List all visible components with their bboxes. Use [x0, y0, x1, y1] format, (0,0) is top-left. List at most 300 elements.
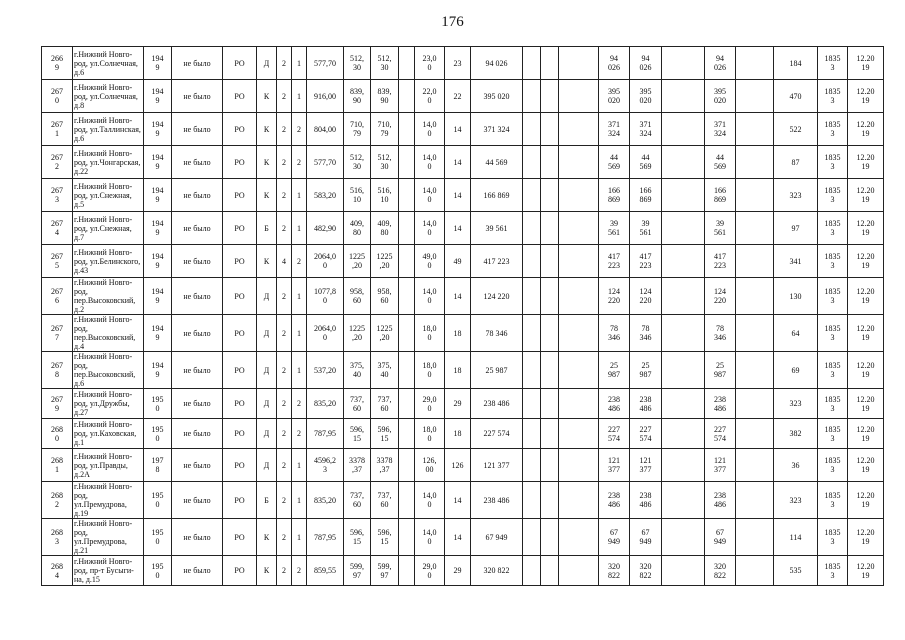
cell-s8 — [736, 146, 774, 179]
cell-fl: 2 — [277, 47, 292, 80]
cell-s8 — [736, 482, 774, 519]
cell-mat: К — [257, 146, 277, 179]
cell-year: 195 0 — [144, 519, 172, 556]
cell-s4: 166 869 — [599, 179, 630, 212]
cell-addr: г.Нижний Новго-род, ул.Премудрова, д.19 — [73, 482, 144, 519]
cell-s1 — [523, 245, 541, 278]
cell-fl: 2 — [277, 556, 292, 586]
cell-s6 — [662, 556, 705, 586]
cell-ent: 1 — [292, 482, 307, 519]
cell-s4: 371 324 — [599, 113, 630, 146]
cell-p: 18 — [445, 352, 471, 389]
cell-a1: 596, 15 — [344, 419, 371, 449]
cell-ent: 2 — [292, 113, 307, 146]
cell-s8 — [736, 212, 774, 245]
cell-e1 — [399, 47, 415, 80]
cell-cost: 323 — [774, 482, 818, 519]
cell-s5: 238 486 — [630, 389, 662, 419]
cell-a1: 409, 80 — [344, 212, 371, 245]
cell-addr: г.Нижний Новго-род, ул.Белинского, д.43 — [73, 245, 144, 278]
cell-num: 267 6 — [42, 278, 73, 315]
cell-s2 — [541, 278, 559, 315]
cell-a1: 958, 60 — [344, 278, 371, 315]
cell-cost: 535 — [774, 556, 818, 586]
cell-s7: 227 574 — [705, 419, 736, 449]
cell-addr: г.Нижний Новго-род, ул.Правды, д.2А — [73, 449, 144, 482]
cell-s2 — [541, 146, 559, 179]
cell-s7: 25 987 — [705, 352, 736, 389]
cell-fl: 2 — [277, 113, 292, 146]
cell-total: 417 223 — [471, 245, 523, 278]
cell-a2: 839, 90 — [371, 80, 399, 113]
cell-p: 14 — [445, 146, 471, 179]
cell-num: 267 5 — [42, 245, 73, 278]
cell-year: 194 9 — [144, 47, 172, 80]
cell-s7: 44 569 — [705, 146, 736, 179]
cell-org: РО — [223, 113, 257, 146]
cell-org: РО — [223, 179, 257, 212]
table-row — [42, 146, 884, 179]
cell-s4: 238 486 — [599, 389, 630, 419]
cell-num: 267 4 — [42, 212, 73, 245]
cell-date: 12.20 19 — [848, 315, 884, 352]
cell-s1 — [523, 519, 541, 556]
cell-date: 12.20 19 — [848, 482, 884, 519]
cell-a2: 737, 60 — [371, 482, 399, 519]
cell-cost: 184 — [774, 47, 818, 80]
cell-a2: 710, 79 — [371, 113, 399, 146]
cell-s6 — [662, 113, 705, 146]
cell-code: 1835 3 — [818, 315, 848, 352]
cell-date: 12.20 19 — [848, 519, 884, 556]
cell-ent: 1 — [292, 80, 307, 113]
cell-e1 — [399, 482, 415, 519]
cell-s4: 44 569 — [599, 146, 630, 179]
cell-org: РО — [223, 482, 257, 519]
cell-a1: 710, 79 — [344, 113, 371, 146]
cell-s1 — [523, 315, 541, 352]
cell-area: 835,20 — [307, 389, 344, 419]
cell-total: 44 569 — [471, 146, 523, 179]
cell-year: 195 0 — [144, 419, 172, 449]
cell-s6 — [662, 419, 705, 449]
cell-total: 121 377 — [471, 449, 523, 482]
cell-a1: 1225 ,20 — [344, 245, 371, 278]
cell-s7: 39 561 — [705, 212, 736, 245]
cell-d: 14,0 0 — [415, 146, 445, 179]
cell-s5: 94 026 — [630, 47, 662, 80]
cell-year: 194 9 — [144, 146, 172, 179]
cell-s5: 395 020 — [630, 80, 662, 113]
table-row — [42, 315, 884, 352]
cell-mat: К — [257, 245, 277, 278]
cell-d: 18,0 0 — [415, 419, 445, 449]
cell-total: 124 220 — [471, 278, 523, 315]
cell-s8 — [736, 179, 774, 212]
cell-a1: 3378 ,37 — [344, 449, 371, 482]
table-row — [42, 278, 884, 315]
cell-s1 — [523, 47, 541, 80]
cell-a2: 409, 80 — [371, 212, 399, 245]
cell-s5: 227 574 — [630, 419, 662, 449]
cell-year: 194 9 — [144, 278, 172, 315]
cell-s8 — [736, 556, 774, 586]
cell-year: 195 0 — [144, 482, 172, 519]
cell-num: 268 0 — [42, 419, 73, 449]
cell-area: 583,20 — [307, 179, 344, 212]
cell-num: 268 1 — [42, 449, 73, 482]
cell-cost: 87 — [774, 146, 818, 179]
cell-fl: 2 — [277, 519, 292, 556]
cell-total: 78 346 — [471, 315, 523, 352]
cell-num: 267 0 — [42, 80, 73, 113]
cell-p: 126 — [445, 449, 471, 482]
cell-s1 — [523, 482, 541, 519]
cell-area: 4596,2 3 — [307, 449, 344, 482]
cell-code: 1835 3 — [818, 419, 848, 449]
cell-cost: 323 — [774, 179, 818, 212]
cell-s1 — [523, 556, 541, 586]
cell-s5: 124 220 — [630, 278, 662, 315]
cell-s1 — [523, 278, 541, 315]
cell-s6 — [662, 179, 705, 212]
cell-fl: 2 — [277, 212, 292, 245]
cell-cost: 114 — [774, 519, 818, 556]
cell-org: РО — [223, 47, 257, 80]
cell-org: РО — [223, 449, 257, 482]
cell-addr: г.Нижний Новго-род, ул.Снежная, д.7 — [73, 212, 144, 245]
cell-area: 2064,0 0 — [307, 315, 344, 352]
cell-s7: 166 869 — [705, 179, 736, 212]
cell-code: 1835 3 — [818, 80, 848, 113]
cell-s4: 417 223 — [599, 245, 630, 278]
cell-d: 14,0 0 — [415, 482, 445, 519]
cell-code: 1835 3 — [818, 212, 848, 245]
cell-e1 — [399, 519, 415, 556]
cell-ent: 2 — [292, 245, 307, 278]
cell-s1 — [523, 146, 541, 179]
cell-year: 194 9 — [144, 352, 172, 389]
cell-d: 14,0 0 — [415, 113, 445, 146]
cell-s4: 320 822 — [599, 556, 630, 586]
table-row — [42, 212, 884, 245]
cell-year: 197 8 — [144, 449, 172, 482]
cell-fl: 2 — [277, 419, 292, 449]
cell-addr: г.Нижний Новго-род, пр-т Бусыги-на, д.15 — [73, 556, 144, 586]
cell-e1 — [399, 146, 415, 179]
cell-s2 — [541, 113, 559, 146]
page-number: 176 — [441, 14, 464, 30]
cell-mat: К — [257, 113, 277, 146]
cell-cap: не было — [172, 179, 223, 212]
cell-s3 — [559, 113, 599, 146]
cell-addr: г.Нижний Новго-род, ул.Дружбы, д.27 — [73, 389, 144, 419]
cell-s1 — [523, 179, 541, 212]
cell-cap: не было — [172, 113, 223, 146]
cell-s6 — [662, 352, 705, 389]
cell-num: 268 4 — [42, 556, 73, 586]
cell-a1: 375, 40 — [344, 352, 371, 389]
cell-d: 14,0 0 — [415, 212, 445, 245]
cell-mat: К — [257, 179, 277, 212]
cell-s8 — [736, 519, 774, 556]
cell-p: 14 — [445, 482, 471, 519]
table-row — [42, 449, 884, 482]
cell-org: РО — [223, 245, 257, 278]
cell-addr: г.Нижний Новго-род, ул.Чонгарская, д.22 — [73, 146, 144, 179]
cell-s3 — [559, 352, 599, 389]
cell-d: 126, 00 — [415, 449, 445, 482]
cell-area: 835,20 — [307, 482, 344, 519]
cell-code: 1835 3 — [818, 278, 848, 315]
cell-a2: 958, 60 — [371, 278, 399, 315]
cell-s1 — [523, 449, 541, 482]
cell-s8 — [736, 419, 774, 449]
cell-d: 49,0 0 — [415, 245, 445, 278]
cell-e1 — [399, 389, 415, 419]
cell-s3 — [559, 47, 599, 80]
cell-addr: г.Нижний Новго-род, пер.Высоковский, д.2 — [73, 278, 144, 315]
cell-fl: 2 — [277, 482, 292, 519]
cell-s2 — [541, 80, 559, 113]
cell-area: 2064,0 0 — [307, 245, 344, 278]
cell-cost: 36 — [774, 449, 818, 482]
cell-ent: 2 — [292, 556, 307, 586]
cell-e1 — [399, 556, 415, 586]
cell-num: 267 3 — [42, 179, 73, 212]
cell-cost: 470 — [774, 80, 818, 113]
table-row — [42, 113, 884, 146]
cell-area: 577,70 — [307, 146, 344, 179]
cell-ent: 1 — [292, 212, 307, 245]
cell-num: 267 7 — [42, 315, 73, 352]
cell-a2: 737, 60 — [371, 389, 399, 419]
cell-date: 12.20 19 — [848, 146, 884, 179]
cell-s6 — [662, 278, 705, 315]
cell-date: 12.20 19 — [848, 245, 884, 278]
cell-a2: 375, 40 — [371, 352, 399, 389]
cell-a2: 3378 ,37 — [371, 449, 399, 482]
cell-s3 — [559, 389, 599, 419]
cell-cap: не было — [172, 212, 223, 245]
cell-area: 577,70 — [307, 47, 344, 80]
cell-ent: 1 — [292, 278, 307, 315]
cell-date: 12.20 19 — [848, 352, 884, 389]
cell-a1: 512, 30 — [344, 146, 371, 179]
cell-p: 29 — [445, 556, 471, 586]
cell-date: 12.20 19 — [848, 449, 884, 482]
cell-s6 — [662, 449, 705, 482]
cell-a1: 1225 ,20 — [344, 315, 371, 352]
cell-code: 1835 3 — [818, 47, 848, 80]
cell-s4: 25 987 — [599, 352, 630, 389]
cell-ent: 2 — [292, 419, 307, 449]
cell-date: 12.20 19 — [848, 212, 884, 245]
cell-s7: 94 026 — [705, 47, 736, 80]
cell-org: РО — [223, 419, 257, 449]
cell-d: 18,0 0 — [415, 352, 445, 389]
cell-code: 1835 3 — [818, 352, 848, 389]
cell-p: 18 — [445, 419, 471, 449]
cell-s7: 417 223 — [705, 245, 736, 278]
cell-s6 — [662, 519, 705, 556]
cell-fl: 2 — [277, 278, 292, 315]
cell-org: РО — [223, 80, 257, 113]
cell-code: 1835 3 — [818, 179, 848, 212]
cell-e1 — [399, 419, 415, 449]
cell-s7: 320 822 — [705, 556, 736, 586]
cell-cap: не было — [172, 80, 223, 113]
cell-addr: г.Нижний Новго-род, ул.Солнечная, д.8 — [73, 80, 144, 113]
cell-cost: 341 — [774, 245, 818, 278]
table-row — [42, 179, 884, 212]
cell-area: 787,95 — [307, 419, 344, 449]
cell-p: 14 — [445, 212, 471, 245]
cell-s4: 78 346 — [599, 315, 630, 352]
cell-total: 67 949 — [471, 519, 523, 556]
housing-register-table — [41, 46, 884, 586]
cell-date: 12.20 19 — [848, 556, 884, 586]
cell-total: 320 822 — [471, 556, 523, 586]
cell-s7: 371 324 — [705, 113, 736, 146]
cell-e1 — [399, 245, 415, 278]
cell-num: 267 1 — [42, 113, 73, 146]
cell-area: 537,20 — [307, 352, 344, 389]
table-body — [42, 47, 884, 586]
cell-s2 — [541, 245, 559, 278]
cell-org: РО — [223, 519, 257, 556]
cell-total: 25 987 — [471, 352, 523, 389]
cell-e1 — [399, 449, 415, 482]
cell-area: 859,55 — [307, 556, 344, 586]
cell-cap: не было — [172, 419, 223, 449]
cell-ent: 1 — [292, 352, 307, 389]
cell-s5: 371 324 — [630, 113, 662, 146]
cell-s4: 238 486 — [599, 482, 630, 519]
cell-year: 194 9 — [144, 315, 172, 352]
cell-fl: 2 — [277, 352, 292, 389]
cell-a2: 599, 97 — [371, 556, 399, 586]
cell-e1 — [399, 278, 415, 315]
cell-ent: 2 — [292, 389, 307, 419]
cell-a2: 596, 15 — [371, 419, 399, 449]
cell-s5: 67 949 — [630, 519, 662, 556]
cell-s7: 78 346 — [705, 315, 736, 352]
cell-mat: Д — [257, 315, 277, 352]
cell-total: 395 020 — [471, 80, 523, 113]
cell-cost: 97 — [774, 212, 818, 245]
cell-date: 12.20 19 — [848, 80, 884, 113]
cell-s8 — [736, 449, 774, 482]
cell-s5: 39 561 — [630, 212, 662, 245]
cell-date: 12.20 19 — [848, 419, 884, 449]
cell-total: 238 486 — [471, 389, 523, 419]
cell-s4: 227 574 — [599, 419, 630, 449]
cell-s6 — [662, 80, 705, 113]
cell-s3 — [559, 556, 599, 586]
cell-s4: 395 020 — [599, 80, 630, 113]
cell-e1 — [399, 179, 415, 212]
cell-s8 — [736, 113, 774, 146]
cell-s2 — [541, 556, 559, 586]
cell-a2: 516, 10 — [371, 179, 399, 212]
cell-s3 — [559, 146, 599, 179]
cell-num: 266 9 — [42, 47, 73, 80]
cell-code: 1835 3 — [818, 245, 848, 278]
cell-area: 1077,8 0 — [307, 278, 344, 315]
cell-ent: 2 — [292, 146, 307, 179]
cell-p: 14 — [445, 179, 471, 212]
cell-date: 12.20 19 — [848, 113, 884, 146]
cell-s3 — [559, 315, 599, 352]
cell-addr: г.Нижний Новго-род, ул.Снежная, д.5 — [73, 179, 144, 212]
cell-s7: 238 486 — [705, 482, 736, 519]
cell-cost: 382 — [774, 419, 818, 449]
cell-s8 — [736, 389, 774, 419]
table-row — [42, 519, 884, 556]
cell-s1 — [523, 352, 541, 389]
cell-mat: К — [257, 80, 277, 113]
cell-org: РО — [223, 389, 257, 419]
cell-s5: 44 569 — [630, 146, 662, 179]
cell-s3 — [559, 449, 599, 482]
cell-s2 — [541, 449, 559, 482]
cell-e1 — [399, 80, 415, 113]
cell-s6 — [662, 315, 705, 352]
cell-d: 29,0 0 — [415, 556, 445, 586]
cell-s3 — [559, 212, 599, 245]
cell-year: 195 0 — [144, 389, 172, 419]
cell-a2: 1225 ,20 — [371, 315, 399, 352]
cell-a1: 737, 60 — [344, 389, 371, 419]
cell-code: 1835 3 — [818, 519, 848, 556]
cell-total: 166 869 — [471, 179, 523, 212]
cell-cap: не было — [172, 556, 223, 586]
cell-year: 194 9 — [144, 80, 172, 113]
cell-s1 — [523, 212, 541, 245]
cell-mat: Д — [257, 449, 277, 482]
cell-year: 195 0 — [144, 556, 172, 586]
cell-s1 — [523, 80, 541, 113]
cell-total: 371 324 — [471, 113, 523, 146]
cell-s4: 94 026 — [599, 47, 630, 80]
cell-s5: 78 346 — [630, 315, 662, 352]
cell-total: 94 026 — [471, 47, 523, 80]
cell-total: 238 486 — [471, 482, 523, 519]
cell-s8 — [736, 352, 774, 389]
cell-code: 1835 3 — [818, 482, 848, 519]
cell-mat: Д — [257, 47, 277, 80]
cell-cap: не было — [172, 482, 223, 519]
table-row — [42, 352, 884, 389]
cell-s1 — [523, 419, 541, 449]
cell-fl: 4 — [277, 245, 292, 278]
cell-a1: 839, 90 — [344, 80, 371, 113]
cell-s2 — [541, 315, 559, 352]
cell-area: 804,00 — [307, 113, 344, 146]
cell-code: 1835 3 — [818, 146, 848, 179]
cell-s1 — [523, 389, 541, 419]
cell-addr: г.Нижний Новго-род, ул.Премудрова, д.21 — [73, 519, 144, 556]
cell-s7: 238 486 — [705, 389, 736, 419]
cell-s2 — [541, 389, 559, 419]
cell-s7: 395 020 — [705, 80, 736, 113]
cell-cap: не было — [172, 449, 223, 482]
cell-mat: Д — [257, 389, 277, 419]
cell-s5: 166 869 — [630, 179, 662, 212]
table-row — [42, 245, 884, 278]
table-row — [42, 47, 884, 80]
